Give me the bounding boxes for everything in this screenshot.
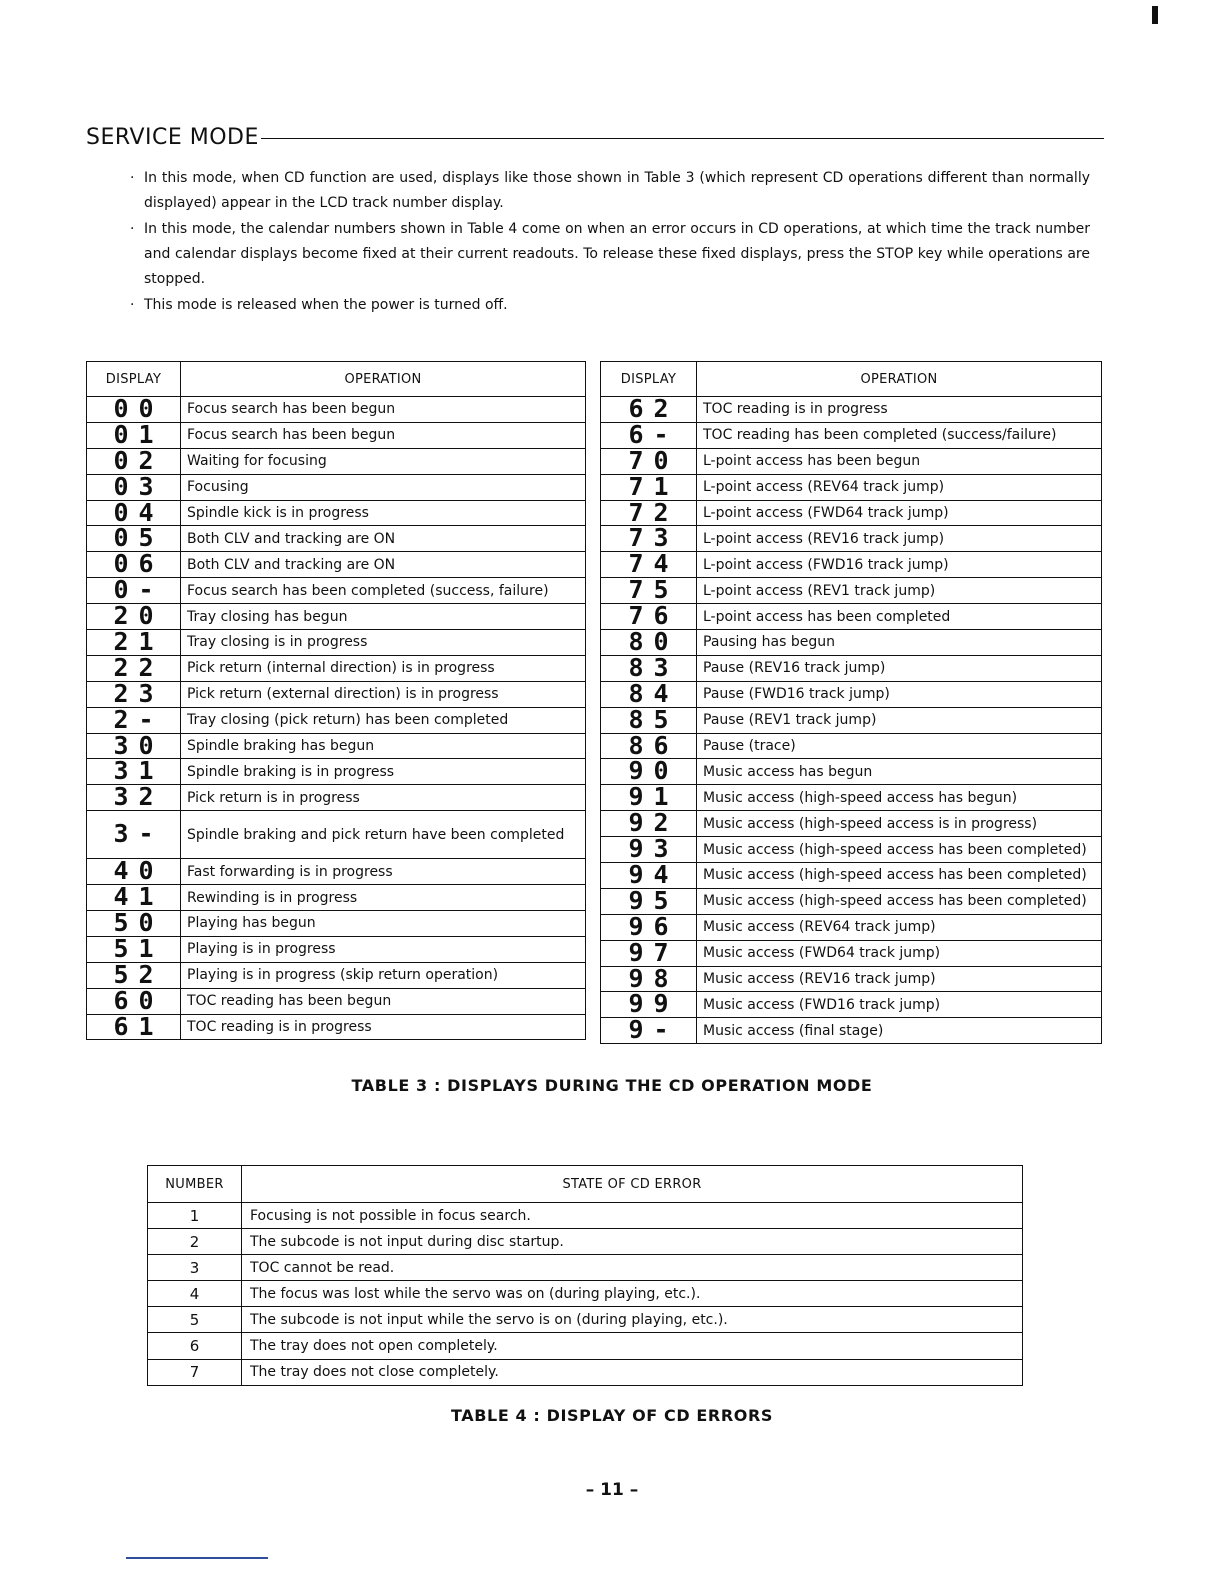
lcd-display-code: 96 bbox=[628, 911, 679, 941]
display-cell bbox=[87, 523, 181, 553]
display-cell bbox=[601, 885, 697, 915]
table-row bbox=[87, 655, 586, 681]
lcd-display-code: 3- bbox=[113, 819, 164, 849]
table-row bbox=[87, 859, 586, 885]
operation-cell: L-point access (FWD16 track jump) bbox=[697, 552, 1102, 578]
lcd-display-code: 97 bbox=[628, 937, 679, 967]
operation-cell: Music access (high-speed access has been completed) bbox=[697, 888, 1102, 914]
table-row bbox=[601, 992, 1102, 1018]
lcd-display-code: 93 bbox=[628, 834, 679, 864]
display-cell bbox=[601, 989, 697, 1019]
lcd-display-code: 05 bbox=[113, 523, 164, 553]
bullet-item: · In this mode, when CD function are used, displays like those shown in Table 3 (which represent CD operations different than normally displayed) appear in the LCD track number display. bbox=[128, 166, 1090, 216]
section-title: SERVICE MODE bbox=[86, 124, 259, 150]
display-cell bbox=[87, 933, 181, 963]
display-cell bbox=[87, 393, 181, 423]
lcd-display-code: 94 bbox=[628, 859, 679, 889]
error-number-cell: 7 bbox=[148, 1359, 242, 1385]
display-cell bbox=[601, 471, 697, 501]
operation-cell: Waiting for focusing bbox=[181, 448, 586, 474]
display-cell bbox=[601, 575, 697, 605]
bullet-item: · In this mode, the calendar numbers shown in Table 4 come on when an error occurs in CD operations, at which time the track number and calendar displays become fixed at their current readouts. To release these fixed displays, press the STOP key while operations are stopped. bbox=[128, 217, 1090, 292]
display-cell bbox=[601, 730, 697, 760]
table-row bbox=[601, 448, 1102, 474]
lcd-display-code: 84 bbox=[628, 678, 679, 708]
operation-cell: Spindle braking is in progress bbox=[181, 759, 586, 785]
table-row bbox=[87, 911, 586, 937]
display-cell bbox=[601, 1015, 697, 1045]
table-row bbox=[87, 988, 586, 1014]
display-cell bbox=[87, 652, 181, 682]
lcd-display-code: 22 bbox=[113, 652, 164, 682]
table-row bbox=[601, 1018, 1102, 1044]
lcd-display-code: 86 bbox=[628, 730, 679, 760]
table-row bbox=[87, 962, 586, 988]
operation-cell: L-point access (REV1 track jump) bbox=[697, 578, 1102, 604]
display-cell bbox=[87, 782, 181, 812]
error-state-cell: The tray does not close completely. bbox=[242, 1359, 1023, 1385]
table-row bbox=[601, 733, 1102, 759]
operation-cell: Tray closing is in progress bbox=[181, 630, 586, 656]
intro-bullets bbox=[128, 166, 1090, 319]
display-cell bbox=[87, 471, 181, 501]
error-number-cell: 4 bbox=[148, 1281, 242, 1307]
table-row bbox=[87, 936, 586, 962]
lcd-display-code: 31 bbox=[113, 756, 164, 786]
operation-cell: Rewinding is in progress bbox=[181, 885, 586, 911]
operation-cell: Pick return (external direction) is in progress bbox=[181, 681, 586, 707]
table-row bbox=[601, 785, 1102, 811]
edge-mark bbox=[1152, 6, 1158, 24]
table-row bbox=[601, 759, 1102, 785]
display-cell bbox=[601, 808, 697, 838]
column-header-number: NUMBER bbox=[148, 1166, 242, 1203]
lcd-display-code: 9- bbox=[628, 1015, 679, 1045]
table-row bbox=[87, 422, 586, 448]
lcd-display-code: 61 bbox=[113, 1011, 164, 1041]
table-row bbox=[87, 811, 586, 859]
table-row bbox=[601, 707, 1102, 733]
display-cell bbox=[601, 393, 697, 423]
lcd-display-code: 75 bbox=[628, 575, 679, 605]
lcd-display-code: 41 bbox=[113, 882, 164, 912]
operation-cell: Music access (high-speed access has been completed) bbox=[697, 863, 1102, 889]
operation-cell: Pick return (internal direction) is in progress bbox=[181, 655, 586, 681]
error-number-cell: 2 bbox=[148, 1229, 242, 1255]
error-number-cell: 5 bbox=[148, 1307, 242, 1333]
table4 bbox=[147, 1165, 1023, 1386]
lcd-display-code: 73 bbox=[628, 523, 679, 553]
display-cell bbox=[87, 445, 181, 475]
lcd-display-code: 51 bbox=[113, 933, 164, 963]
lcd-display-code: 85 bbox=[628, 704, 679, 734]
display-cell bbox=[601, 523, 697, 553]
table-row bbox=[87, 397, 586, 423]
lcd-display-code: 21 bbox=[113, 626, 164, 656]
lcd-display-code: 01 bbox=[113, 419, 164, 449]
lcd-display-code: 92 bbox=[628, 808, 679, 838]
table3-right bbox=[600, 361, 1102, 1044]
table-row bbox=[87, 500, 586, 526]
operation-cell: Music access (high-speed access has been completed) bbox=[697, 837, 1102, 863]
table-row bbox=[87, 785, 586, 811]
lcd-display-code: 74 bbox=[628, 549, 679, 579]
operation-cell: Spindle kick is in progress bbox=[181, 500, 586, 526]
lcd-display-code: 95 bbox=[628, 885, 679, 915]
table3-left bbox=[86, 361, 586, 1040]
error-state-cell: Focusing is not possible in focus search. bbox=[242, 1203, 1023, 1229]
lcd-display-code: 06 bbox=[113, 549, 164, 579]
operation-cell: Music access (FWD16 track jump) bbox=[697, 992, 1102, 1018]
operation-cell: Focus search has been completed (success, failure) bbox=[181, 578, 586, 604]
error-state-cell: The subcode is not input during disc startup. bbox=[242, 1229, 1023, 1255]
lcd-display-code: 30 bbox=[113, 730, 164, 760]
operation-cell: Focus search has been begun bbox=[181, 422, 586, 448]
lcd-display-code: 99 bbox=[628, 989, 679, 1019]
table-row bbox=[601, 966, 1102, 992]
table-row bbox=[148, 1281, 1023, 1307]
operation-cell: Fast forwarding is in progress bbox=[181, 859, 586, 885]
table-row bbox=[87, 630, 586, 656]
operation-cell: Tray closing has begun bbox=[181, 604, 586, 630]
lcd-display-code: 70 bbox=[628, 445, 679, 475]
error-state-cell: The tray does not open completely. bbox=[242, 1333, 1023, 1359]
operation-cell: L-point access (REV16 track jump) bbox=[697, 526, 1102, 552]
lcd-display-code: 0- bbox=[113, 575, 164, 605]
table-row bbox=[148, 1229, 1023, 1255]
display-cell bbox=[87, 811, 181, 859]
lcd-display-code: 03 bbox=[113, 471, 164, 501]
section-heading bbox=[86, 122, 1104, 152]
table-row bbox=[87, 759, 586, 785]
table-row bbox=[601, 552, 1102, 578]
error-state-cell: The focus was lost while the servo was on (during playing, etc.). bbox=[242, 1281, 1023, 1307]
display-cell bbox=[87, 959, 181, 989]
display-cell bbox=[87, 882, 181, 912]
table3-caption: TABLE 3 : DISPLAYS DURING THE CD OPERATION MODE bbox=[351, 1076, 873, 1095]
column-header-display: DISPLAY bbox=[87, 362, 181, 397]
column-header-operation: OPERATION bbox=[697, 362, 1102, 397]
operation-cell: L-point access (REV64 track jump) bbox=[697, 474, 1102, 500]
table-row bbox=[601, 526, 1102, 552]
operation-cell: TOC reading has been begun bbox=[181, 988, 586, 1014]
table-row bbox=[601, 604, 1102, 630]
lcd-display-code: 6- bbox=[628, 419, 679, 449]
operation-cell: Focus search has been begun bbox=[181, 397, 586, 423]
operation-cell: Both CLV and tracking are ON bbox=[181, 526, 586, 552]
display-cell bbox=[601, 937, 697, 967]
lcd-display-code: 52 bbox=[113, 959, 164, 989]
error-state-cell: The subcode is not input while the servo is on (during playing, etc.). bbox=[242, 1307, 1023, 1333]
display-cell bbox=[87, 756, 181, 786]
display-cell bbox=[87, 985, 181, 1015]
operation-cell: Pausing has begun bbox=[697, 630, 1102, 656]
lcd-display-code: 72 bbox=[628, 497, 679, 527]
operation-cell: L-point access (FWD64 track jump) bbox=[697, 500, 1102, 526]
display-cell bbox=[601, 678, 697, 708]
table-row bbox=[601, 940, 1102, 966]
table3-right-body bbox=[601, 393, 1102, 1045]
display-cell bbox=[87, 907, 181, 937]
operation-cell: L-point access has been begun bbox=[697, 448, 1102, 474]
heading-rule bbox=[261, 138, 1104, 139]
operation-cell: Spindle braking has begun bbox=[181, 733, 586, 759]
lcd-display-code: 80 bbox=[628, 626, 679, 656]
lcd-display-code: 00 bbox=[113, 393, 164, 423]
display-cell bbox=[87, 497, 181, 527]
operation-cell: Tray closing (pick return) has been completed bbox=[181, 707, 586, 733]
table-row bbox=[601, 422, 1102, 448]
table-row bbox=[87, 552, 586, 578]
lcd-display-code: 91 bbox=[628, 782, 679, 812]
lcd-display-code: 90 bbox=[628, 756, 679, 786]
display-cell bbox=[601, 549, 697, 579]
table-row bbox=[601, 863, 1102, 889]
display-cell bbox=[87, 1011, 181, 1041]
lcd-display-code: 76 bbox=[628, 601, 679, 631]
operation-cell: Playing has begun bbox=[181, 911, 586, 937]
operation-cell: Pick return is in progress bbox=[181, 785, 586, 811]
operation-cell: Music access (high-speed access has begun) bbox=[697, 785, 1102, 811]
table-row bbox=[601, 397, 1102, 423]
display-cell bbox=[601, 911, 697, 941]
display-cell bbox=[601, 963, 697, 993]
lcd-display-code: 98 bbox=[628, 963, 679, 993]
display-cell bbox=[87, 730, 181, 760]
display-cell bbox=[87, 419, 181, 449]
page-number: – 11 – bbox=[585, 1480, 639, 1500]
table-row bbox=[87, 448, 586, 474]
column-header-display: DISPLAY bbox=[601, 362, 697, 397]
table-row bbox=[148, 1255, 1023, 1281]
operation-cell: Focusing bbox=[181, 474, 586, 500]
display-cell bbox=[87, 626, 181, 656]
display-cell bbox=[87, 575, 181, 605]
table-row bbox=[601, 888, 1102, 914]
operation-cell: Pause (REV1 track jump) bbox=[697, 707, 1102, 733]
table-row bbox=[148, 1333, 1023, 1359]
display-cell bbox=[601, 497, 697, 527]
table3-left-body bbox=[87, 393, 586, 1041]
display-cell bbox=[601, 419, 697, 449]
operation-cell: Music access has begun bbox=[697, 759, 1102, 785]
display-cell bbox=[601, 859, 697, 889]
operation-cell: Music access (FWD64 track jump) bbox=[697, 940, 1102, 966]
lcd-display-code: 71 bbox=[628, 471, 679, 501]
error-state-cell: TOC cannot be read. bbox=[242, 1255, 1023, 1281]
table-row bbox=[87, 578, 586, 604]
display-cell bbox=[87, 601, 181, 631]
table-row bbox=[87, 526, 586, 552]
column-header-state: STATE OF CD ERROR bbox=[242, 1166, 1023, 1203]
table-row bbox=[87, 885, 586, 911]
table-row bbox=[601, 811, 1102, 837]
display-cell bbox=[87, 549, 181, 579]
operation-cell: Music access (high-speed access is in progress) bbox=[697, 811, 1102, 837]
operation-cell: Music access (REV64 track jump) bbox=[697, 914, 1102, 940]
lcd-display-code: 23 bbox=[113, 678, 164, 708]
display-cell bbox=[87, 856, 181, 886]
table-row bbox=[87, 474, 586, 500]
column-header-operation: OPERATION bbox=[181, 362, 586, 397]
operation-cell: Pause (trace) bbox=[697, 733, 1102, 759]
lcd-display-code: 32 bbox=[113, 782, 164, 812]
operation-cell: TOC reading is in progress bbox=[181, 1014, 586, 1040]
display-cell bbox=[601, 704, 697, 734]
table-row bbox=[601, 474, 1102, 500]
table-row bbox=[87, 681, 586, 707]
display-cell bbox=[601, 834, 697, 864]
display-cell bbox=[601, 756, 697, 786]
lcd-display-code: 50 bbox=[113, 907, 164, 937]
lcd-display-code: 2- bbox=[113, 704, 164, 734]
operation-cell: Pause (REV16 track jump) bbox=[697, 655, 1102, 681]
table-row bbox=[87, 1014, 586, 1040]
lcd-display-code: 02 bbox=[113, 445, 164, 475]
operation-cell: L-point access has been completed bbox=[697, 604, 1102, 630]
table-row bbox=[601, 655, 1102, 681]
lcd-display-code: 20 bbox=[113, 601, 164, 631]
table-row bbox=[601, 578, 1102, 604]
table-row bbox=[87, 604, 586, 630]
operation-cell: Playing is in progress (skip return operation) bbox=[181, 962, 586, 988]
table-row bbox=[148, 1307, 1023, 1333]
table-row bbox=[601, 630, 1102, 656]
operation-cell: TOC reading has been completed (success/failure) bbox=[697, 422, 1102, 448]
display-cell bbox=[601, 445, 697, 475]
table-row bbox=[87, 707, 586, 733]
display-cell bbox=[601, 626, 697, 656]
table-row bbox=[87, 733, 586, 759]
operation-cell: TOC reading is in progress bbox=[697, 397, 1102, 423]
bottom-line bbox=[126, 1557, 268, 1559]
display-cell bbox=[87, 704, 181, 734]
display-cell bbox=[601, 652, 697, 682]
lcd-display-code: 83 bbox=[628, 652, 679, 682]
table-row bbox=[601, 681, 1102, 707]
operation-cell: Pause (FWD16 track jump) bbox=[697, 681, 1102, 707]
table4-body bbox=[148, 1203, 1023, 1386]
lcd-display-code: 40 bbox=[113, 856, 164, 886]
display-cell bbox=[601, 601, 697, 631]
operation-cell: Spindle braking and pick return have been completed bbox=[181, 811, 586, 859]
operation-cell: Music access (final stage) bbox=[697, 1018, 1102, 1044]
bullet-item: · This mode is released when the power is turned off. bbox=[128, 293, 1090, 318]
table-row bbox=[148, 1203, 1023, 1229]
operation-cell: Music access (REV16 track jump) bbox=[697, 966, 1102, 992]
table4-caption: TABLE 4 : DISPLAY OF CD ERRORS bbox=[450, 1406, 773, 1425]
lcd-display-code: 60 bbox=[113, 985, 164, 1015]
operation-cell: Both CLV and tracking are ON bbox=[181, 552, 586, 578]
display-cell bbox=[601, 782, 697, 812]
table-row bbox=[601, 500, 1102, 526]
display-cell bbox=[87, 678, 181, 708]
error-number-cell: 1 bbox=[148, 1203, 242, 1229]
error-number-cell: 3 bbox=[148, 1255, 242, 1281]
table-row bbox=[601, 837, 1102, 863]
lcd-display-code: 62 bbox=[628, 393, 679, 423]
table-row bbox=[148, 1359, 1023, 1385]
operation-cell: Playing is in progress bbox=[181, 936, 586, 962]
error-number-cell: 6 bbox=[148, 1333, 242, 1359]
lcd-display-code: 04 bbox=[113, 497, 164, 527]
table-row bbox=[601, 914, 1102, 940]
